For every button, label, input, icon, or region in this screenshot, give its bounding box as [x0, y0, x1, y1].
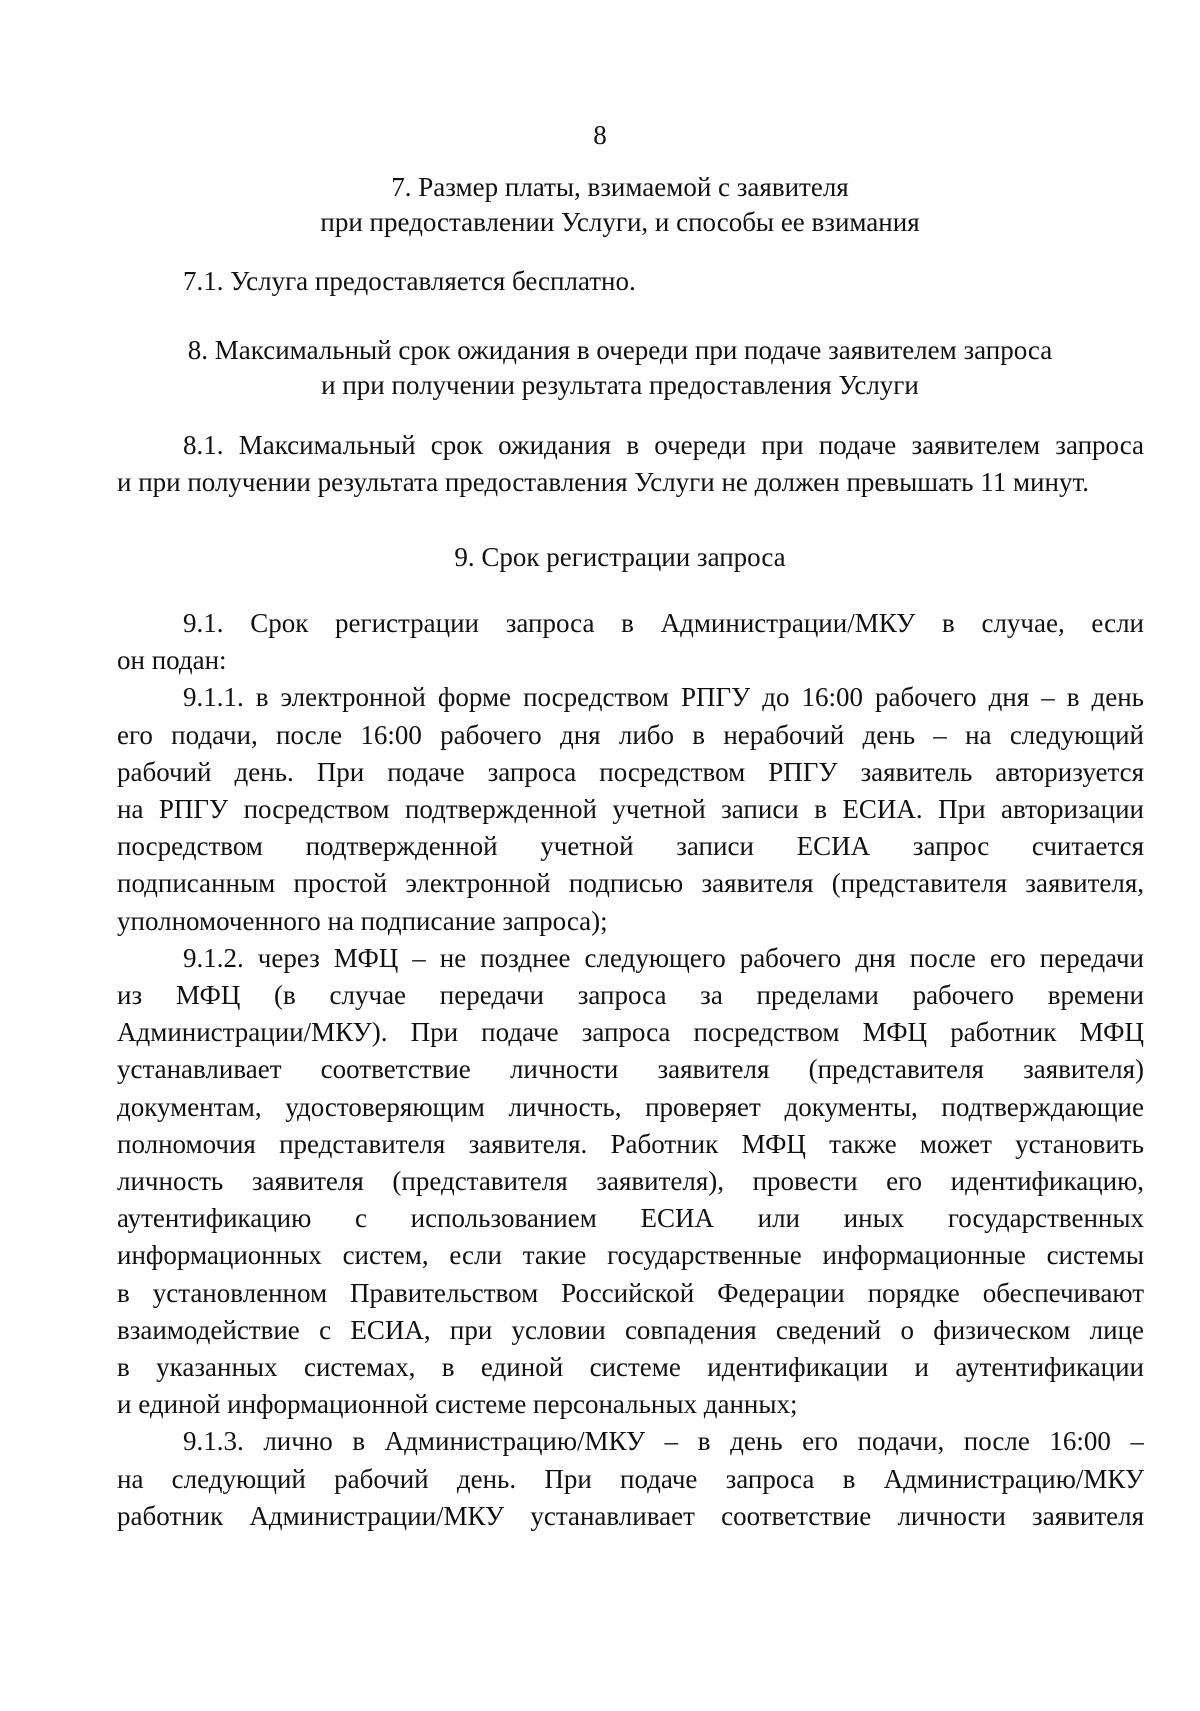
- paragraph-9-1-3-line: работник Администрации/МКУ устанавливает соответствие личности заявителя: [117, 1500, 1144, 1531]
- paragraph-9-1-1-line: на РПГУ посредством подтвержденной учетной записи в ЕСИА. При авторизации: [117, 794, 1144, 825]
- paragraph-9-1-2-line: из МФЦ (в случае передачи запроса за пределами рабочего времени: [117, 980, 1144, 1011]
- paragraph-9-1-3-line: на следующий рабочий день. При подаче запроса в Администрацию/МКУ: [117, 1463, 1144, 1494]
- paragraph-9-1-1-line: уполномоченного на подписание запроса);: [117, 905, 608, 936]
- section-7-heading-line: 7. Размер платы, взимаемой с заявителя: [391, 172, 849, 202]
- paragraph-9-1-2-line: аутентификацию с использованием ЕСИА или иных государственных: [117, 1203, 1144, 1234]
- page-number: 8: [593, 120, 607, 150]
- paragraph-line: 9.1. Срок регистрации запроса в Администрации/МКУ в случае, если: [183, 608, 1144, 638]
- paragraph-9-1-2-line: информационных систем, если такие государственные информационные системы: [117, 1240, 1144, 1271]
- paragraph-9-1-2-line: и единой информационной системе персональных данных;: [117, 1389, 798, 1420]
- paragraph-7-1: 7.1. Услуга предоставляется бесплатно.: [183, 266, 636, 296]
- paragraph-9-1-2-line: Администрации/МКУ). При подаче запроса посредством МФЦ работник МФЦ: [117, 1017, 1144, 1048]
- paragraph-9-1-3-line: 9.1.3. лично в Администрацию/МКУ – в день его подачи, после 16:00 –: [183, 1426, 1144, 1457]
- paragraph-8-1: [117, 427, 1144, 501]
- paragraph-9-1-2-line: 9.1.2. через МФЦ – не позднее следующего рабочего дня после его передачи: [183, 942, 1144, 973]
- paragraph-9-1-2-line: документам, удостоверяющим личность, проверяет документы, подтверждающие: [117, 1091, 1144, 1122]
- section-8-heading-line: 8. Максимальный срок ожидания в очереди при подаче заявителем запроса: [187, 335, 1053, 365]
- section-7-heading: [0, 170, 1200, 240]
- section-7-heading-line: при предоставлении Услуги, и способы ее взимания: [320, 207, 920, 237]
- paragraph-9-1-1-line: рабочий день. При подаче запроса посредством РПГУ заявитель авторизуется: [117, 756, 1144, 787]
- paragraph-9-1-2-line: личность заявителя (представителя заявителя), провести его идентификацию,: [117, 1166, 1144, 1197]
- paragraph-9-1-1-line: посредством подтвержденной учетной записи ЕСИА запрос считается: [117, 831, 1144, 862]
- paragraph-line: 8.1. Максимальный срок ожидания в очереди при подаче заявителем запроса: [183, 430, 1144, 460]
- paragraph-9-1-1-line: 9.1.1. в электронной форме посредством РПГУ до 16:00 рабочего дня – в день: [183, 682, 1144, 713]
- section-9-heading: [0, 540, 1200, 575]
- paragraph-line: и при получении результата предоставления Услуги не должен превышать 11 минут.: [117, 467, 1089, 498]
- paragraph-line: он подан:: [117, 645, 227, 676]
- paragraph-9-1-1-line: подписанным простой электронной подписью заявителя (представителя заявителя,: [117, 868, 1144, 899]
- paragraph-9-1-2-line: полномочия представителя заявителя. Работник МФЦ также может установить: [117, 1128, 1144, 1159]
- paragraph-9-1-2-line: в указанных системах, в единой системе идентификации и аутентификации: [117, 1352, 1144, 1383]
- paragraph-9-1-2-line: взаимодействие с ЕСИА, при условии совпадения сведений о физическом лице: [117, 1314, 1144, 1345]
- section-8-heading: [0, 333, 1200, 403]
- paragraph-9-1: [117, 605, 1144, 1535]
- section-8-heading-line: и при получении результата предоставления Услуги: [321, 370, 919, 400]
- paragraph-9-1-2-line: в установленном Правительством Российской Федерации порядке обеспечивают: [117, 1277, 1144, 1308]
- paragraph-9-1-1-line: его подачи, после 16:00 рабочего дня либо в нерабочий день – на следующий: [117, 719, 1144, 750]
- section-9-heading-line: 9. Срок регистрации запроса: [454, 542, 786, 572]
- paragraph-9-1-2-line: устанавливает соответствие личности заявителя (представителя заявителя): [117, 1054, 1144, 1085]
